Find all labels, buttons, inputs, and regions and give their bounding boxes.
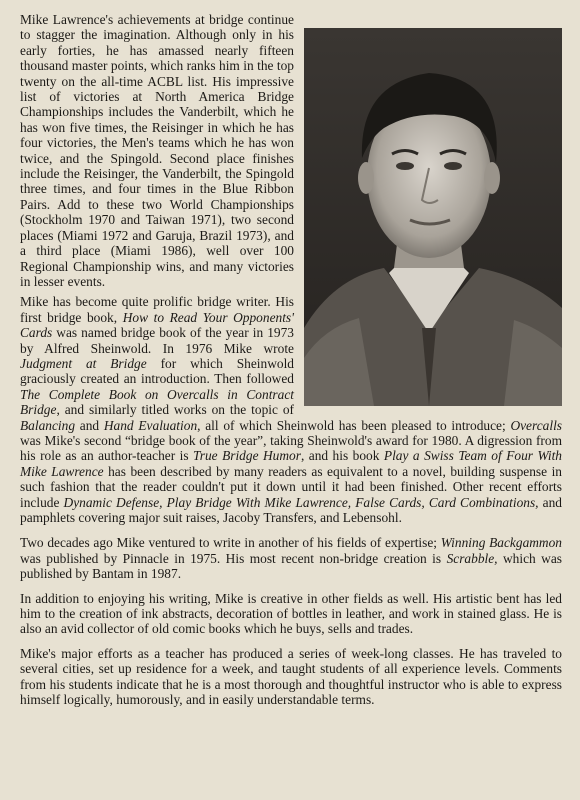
- author-portrait-image: [304, 28, 562, 406]
- book-title-balancing: Balancing: [20, 417, 76, 433]
- bio-paragraph-other-writing: Two decades ago Mike ventured to write in another of his fields of expertise; Winning Backgammon was published by Pinnacle in 1975. His most recent non-bridge creation is Scrabble, which was published by Bantam in 1987.: [20, 535, 562, 582]
- book-title-overcalls-complete: The Complete Book on Overcalls in Contract Bridge: [20, 386, 294, 418]
- book-title-winning-backgammon: Winning Backgammon: [440, 535, 562, 551]
- author-photo: [304, 28, 562, 406]
- book-title-swiss-team: Play a Swiss Team of Four With Mike Lawrence: [20, 448, 562, 479]
- book-title-how-to-read: How to Read Your Opponents' Cards: [20, 309, 295, 341]
- bio-paragraph-achievements: Mike Lawrence's achievements at bridge continue to stagger the imagination. Although only in his early forties, he has amassed nearly fifteen thousand master points, which ranks him in the top twenty on the all-time ACBL list. His impressive list of victories at North America Bridge Championships includes the Vanderbilt, which he has won five times, the Reisinger in which he has four victories, the Men's teams which he has won twice, and the Spingold. Second place finishes include the Reisinger, the Vanderbilt, the Spingold three times, and four times in the Blue Ribbon Pairs. Add to these two World Championships (Stockholm 1970 and Taiwan 1971), two second places (Miami 1972 and Garuja, Brazil 1973), and a third place (Miami 1986), well over 100 Regional Championship wins, and many victories in lesser events.: [20, 12, 294, 289]
- book-title-judgment: Judgment at Bridge: [20, 355, 147, 371]
- book-title-hand-evaluation: Hand Evaluation: [103, 417, 198, 433]
- book-title-true-bridge-humor: True Bridge Humor: [193, 448, 301, 464]
- book-titles-recent-efforts: Dynamic Defense, Play Bridge With Mike Lawrence, False Cards, Card Combinations,: [63, 494, 539, 510]
- bio-paragraph-artistic: In addition to enjoying his writing, Mike is creative in other fields as well. His artistic bent has led him to the creation of ink abstracts, decoration of bottles in leather, and work in stained glass. He is also an avid collector of old comic books which he buys, sells and trades.: [20, 590, 562, 637]
- bio-paragraph-teaching: Mike's major efforts as a teacher has produced a series of week-long classes. He has traveled to several cities, set up residence for a week, and taught students of all experience levels. Comments from his students indicate that he is a most thorough and thoughtful instructor who is able to express himself logically, humorously, and in easily understandable terms.: [20, 645, 562, 708]
- book-title-scrabble: Scrabble,: [446, 550, 498, 566]
- book-title-overcalls: Overcalls: [510, 417, 562, 433]
- bio-paragraph-writing: Mike has become quite prolific bridge writer. His first bridge book, How to Read Your Opponents' Cards was named bridge book of the year in 1973 by Alfred Sheinwold. In 1976 Mike wrote Judgment at Bridge for which Sheinwold graciously created an introduction. Then followed The Complete Book on Overcalls in Contract Bridge, and similarly titled works on the topic of Balancing and Hand Evaluation, all of which Sheinwold has been pleased to introduce; Overcalls was Mike's second “bridge book of the year”, taking Sheinwold's award for 1980. A digression from his role as an author-teacher is True Bridge Humor, and his book Play a Swiss Team of Four With Mike Lawrence has been described by many readers as equivalent to a novel, building suspense in such fashion that the reader couldn't put it down until it had been finished. Other recent efforts include Dynamic Defense, Play Bridge With Mike Lawrence, False Cards, Card Combinations, and pamphlets covering major suit raises, Jacoby Transfers, and Lebensohl.: [20, 294, 562, 525]
